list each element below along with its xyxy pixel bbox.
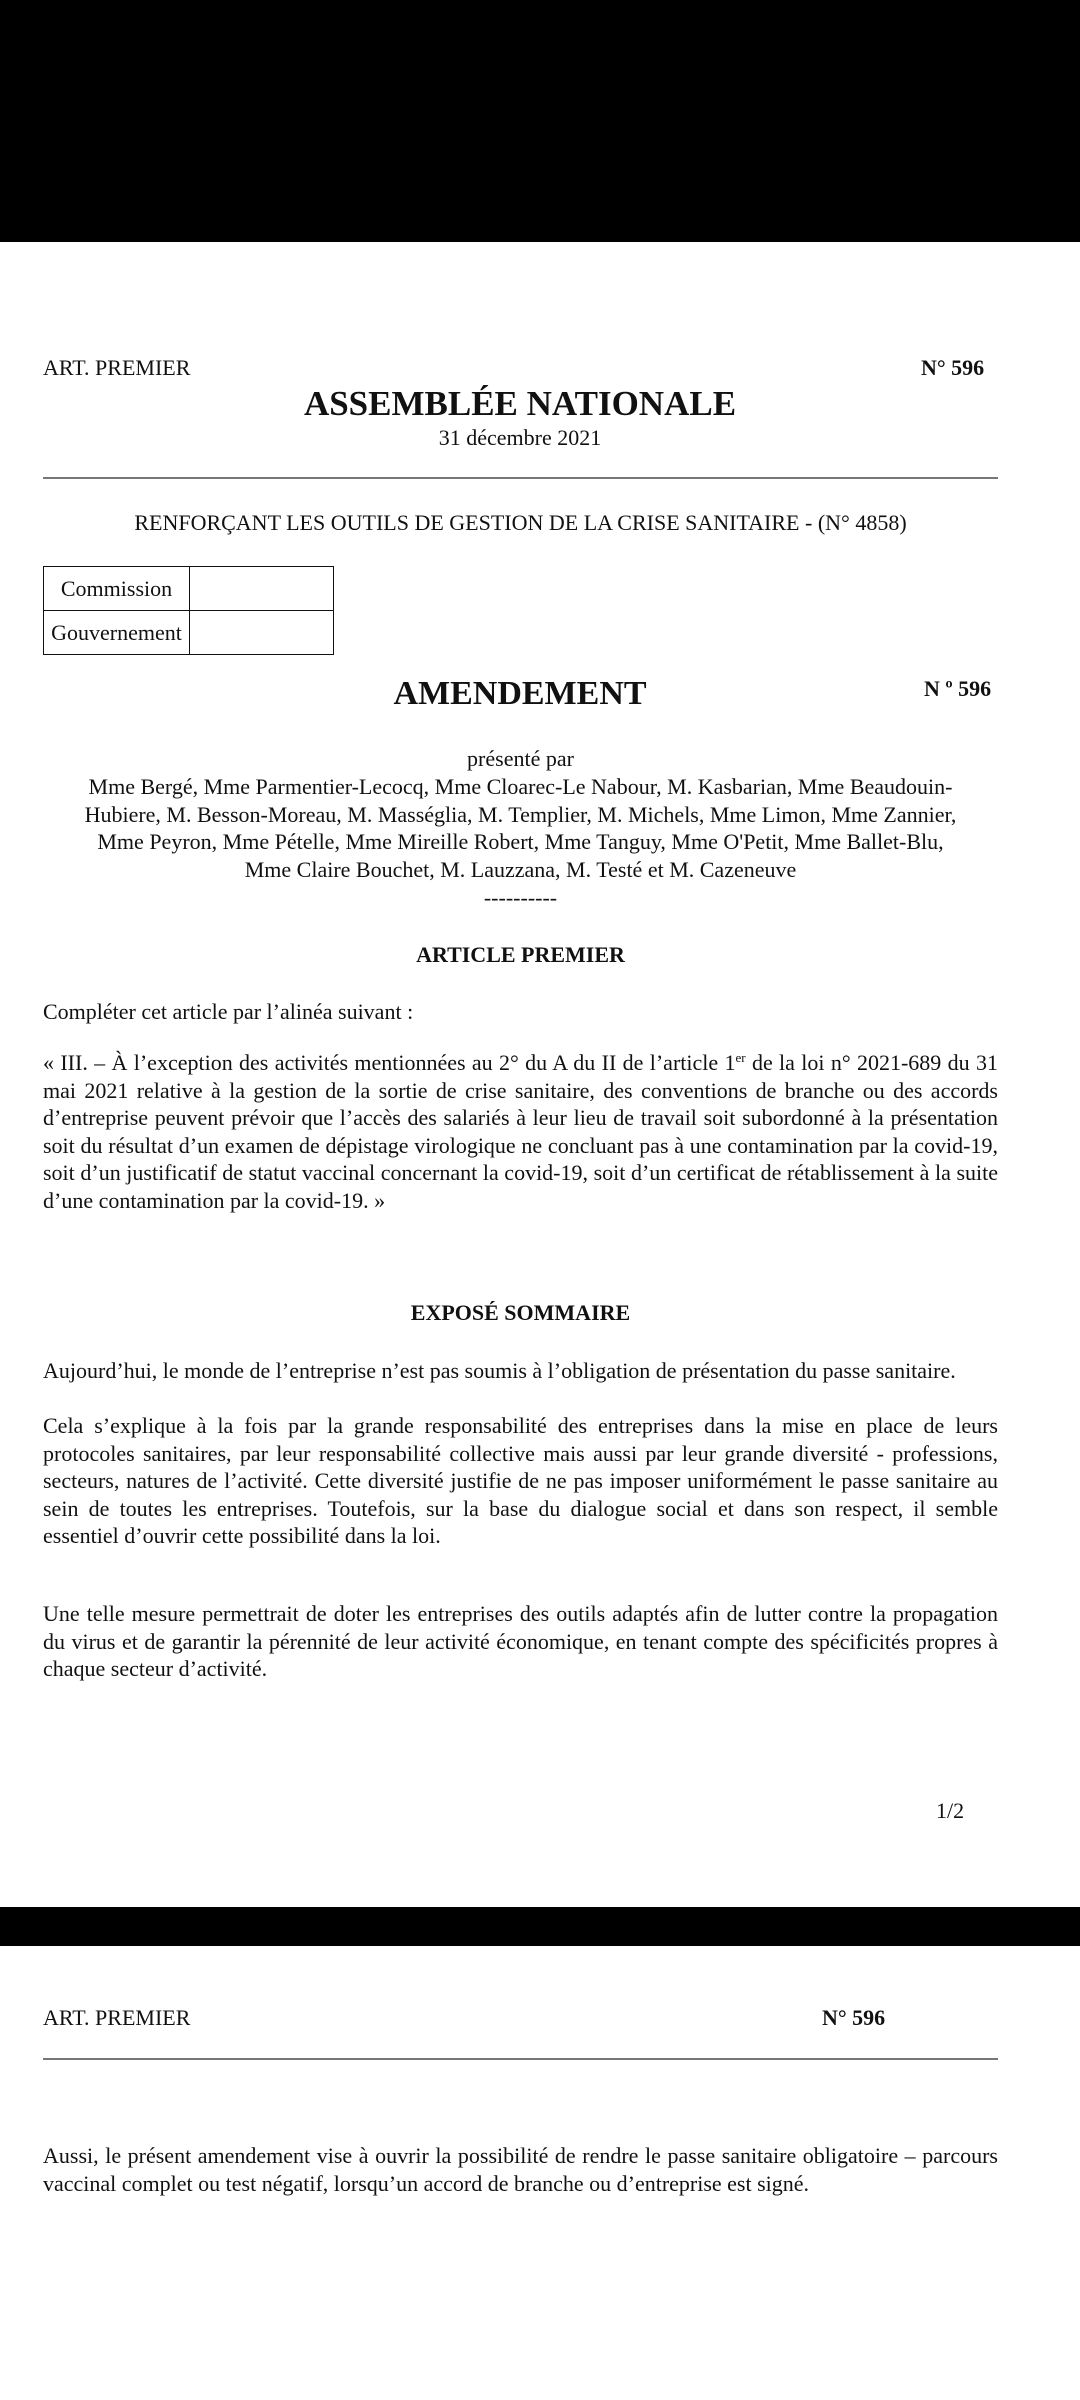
presented-by: présenté par <box>467 746 574 771</box>
document-page-1 <box>0 242 1080 1907</box>
amendment-number-header: N° 596 <box>822 2005 886 2030</box>
table-row <box>44 567 334 611</box>
amendment-number-header: N° 596 <box>921 355 985 380</box>
header-divider <box>43 2058 998 2060</box>
table-cell-empty <box>190 567 334 611</box>
authors-line: Mme Bergé, Mme Parmentier-Lecocq, Mme Cloarec-Le Nabour, M. Kasbarian, Mme Beaudouin- <box>88 774 953 799</box>
amendment-text-part: de la loi n° 2021-689 du 31 mai 2021 relative à la gestion de la sortie de crise sanitaire, des conventions de branche ou des accords d’entreprise peuvent prévoir que l’accès des salariés à leur lieu de travail soit subordonné à la présentation soit du résultat d’un examen de dépistage virologique ne concluant pas à une contamination par la covid-19, soit d’un justificatif de statut vaccinal concernant la covid-19, soit d’un certificat de rétablissement à la suite d’une contamination par la covid-19. » <box>43 1050 998 1213</box>
assembly-title: ASSEMBLÉE NATIONALE <box>303 384 737 423</box>
amendment-text <box>43 1049 998 1214</box>
bill-title: RENFORÇANT LES OUTILS DE GESTION DE LA CRISE SANITAIRE - (N° 4858) <box>134 510 907 535</box>
commission-government-table <box>43 566 334 655</box>
table-cell-commission: Commission <box>44 567 190 611</box>
document-date: 31 décembre 2021 <box>438 425 602 450</box>
table-row <box>44 611 334 655</box>
amendment-title: AMENDEMENT <box>393 675 647 712</box>
summary-paragraph: Cela s’explique à la fois par la grande responsabilité des entreprises dans la mise en place de leurs protocoles sanitaires, par leur responsabilité collective mais aussi par leur grande diversité - professions, secteurs, natures de l’activité. Cette diversité justifie de ne pas imposer uniformément le passe sanitaire au sein de toutes les entreprises. Toutefois, sur la base du dialogue social et dans son respect, il semble essentiel d’ouvrir cette possibilité dans la loi. <box>43 1413 998 1548</box>
table-cell-empty <box>190 611 334 655</box>
article-label: ART. PREMIER <box>43 2005 191 2030</box>
article-label: ART. PREMIER <box>43 355 191 380</box>
instruction-text: Compléter cet article par l’alinéa suivant : <box>43 999 414 1024</box>
amendment-number: N º 596 <box>924 676 992 701</box>
summary-paragraph: Une telle mesure permettrait de doter les entreprises des outils adaptés afin de lutter contre la propagation du virus et de garantir la pérennité de leur activité économique, en tenant compte des spécificités propres à chaque secteur d’activité. <box>43 1601 998 1681</box>
page-number: 1/2 <box>936 1798 965 1823</box>
authors-line: Mme Peyron, Mme Pételle, Mme Mireille Robert, Mme Tanguy, Mme O'Petit, Mme Ballet-Blu, <box>97 829 944 854</box>
authors-line: Mme Claire Bouchet, M. Lauzzana, M. Testé et M. Cazeneuve <box>244 856 797 882</box>
authors-list <box>43 773 998 883</box>
summary-heading: EXPOSÉ SOMMAIRE <box>410 1300 631 1325</box>
summary-paragraph: Aujourd’hui, le monde de l’entreprise n’est pas soumis à l’obligation de présentation du passe sanitaire. <box>43 1358 956 1383</box>
article-heading: ARTICLE PREMIER <box>416 942 625 967</box>
superscript: er <box>735 1050 746 1065</box>
body-paragraph: Aussi, le présent amendement vise à ouvrir la possibilité de rendre le passe sanitaire obligatoire – parcours vaccinal complet ou test négatif, lorsqu’un accord de branche ou d’entreprise est signé. <box>43 2143 998 2196</box>
header-divider <box>43 477 998 479</box>
separator: ---------- <box>483 885 558 910</box>
authors-line: Hubiere, M. Besson-Moreau, M. Masséglia, M. Templier, M. Michels, Mme Limon, Mme Zannier, <box>84 801 957 827</box>
table-cell-government: Gouvernement <box>44 611 190 655</box>
document-page-2 <box>0 1946 1080 2400</box>
amendment-text-part: « III. – À l’exception des activités mentionnées au 2° du A du II de l’article 1 <box>43 1050 736 1075</box>
